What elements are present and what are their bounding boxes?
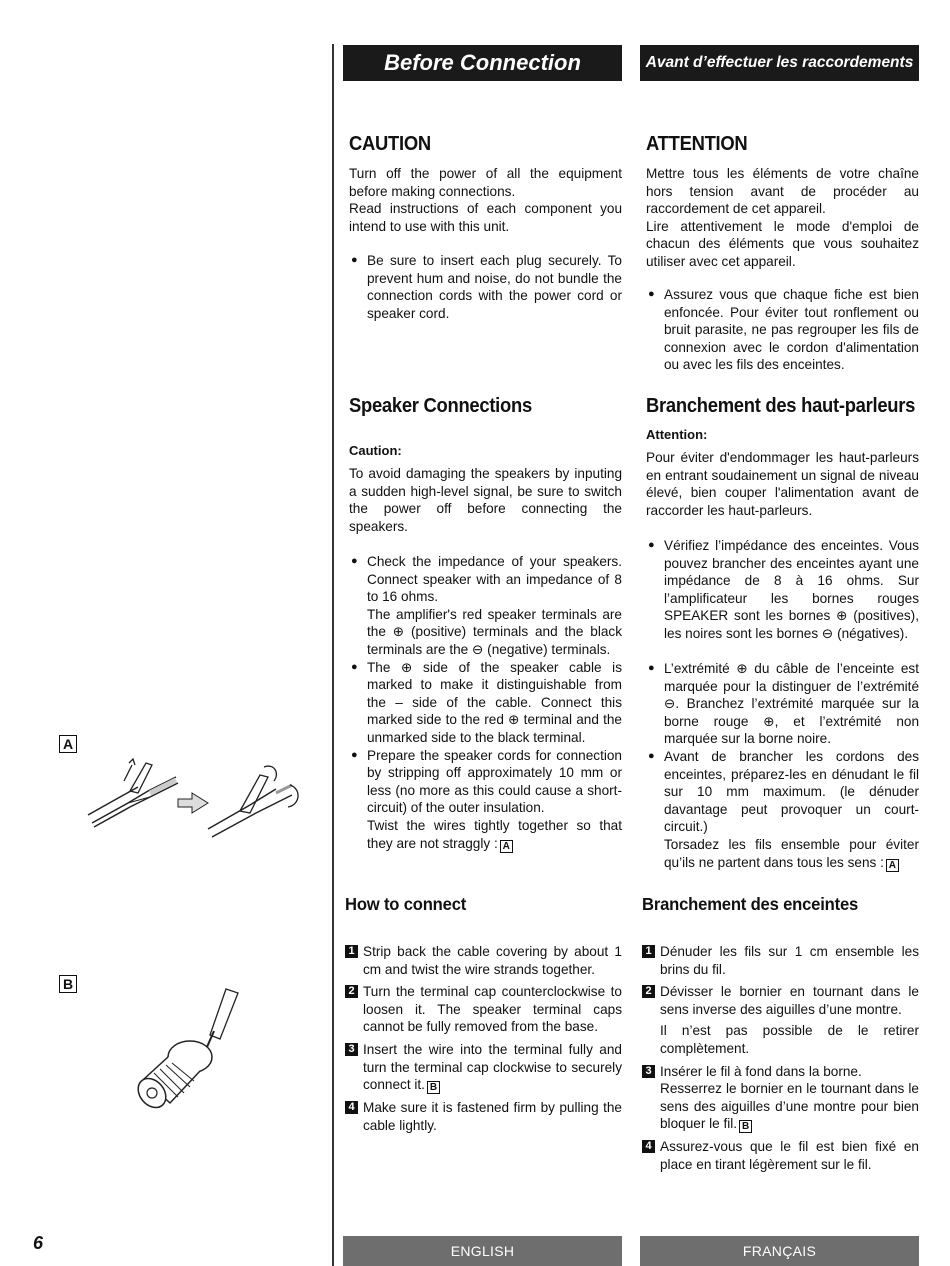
step-number-2-fr: 2 (642, 985, 655, 998)
how-to-connect-heading-en: How to connect (345, 894, 467, 914)
speaker-caution-paragraph-en: To avoid damaging the speakers by inputing a sudden high-level signal, be sure to switch the power off before connecting the speakers. (349, 466, 622, 534)
step-1-fr (642, 943, 919, 978)
step-2-text-en: Turn the terminal cap counterclockwise to loosen it. The speaker terminal caps cannot be fully removed from the base. (363, 984, 622, 1035)
speaker-bullet-2-en: ● The ⊕ side of the speaker cable is marked to make it distinguishable from the – side of the cable. Connect this marked side to the red ⊕ terminal and the unmarked side to the black terminal. (349, 659, 622, 747)
figure-a-wire-stripping-illustration (80, 755, 310, 845)
speaker-bullet-3-fr (646, 748, 919, 872)
how-to-connect-steps-en (345, 943, 622, 1139)
speaker-bullet-1-en (349, 553, 622, 659)
caution-bullet-fr (646, 286, 919, 374)
caution-paragraph-1-en: Turn off the power of all the equipment before making connections. (349, 166, 622, 199)
caution-bullet-en (349, 252, 622, 322)
how-to-connect-steps-fr (642, 943, 919, 1179)
step-number-4-fr: 4 (642, 1140, 655, 1153)
step-3-fr (642, 1063, 919, 1134)
caution-bullet-text-en: ● Be sure to insert each plug securely. To prevent hum and noise, do not bundle the connection cords with the power cord or speaker cord. (349, 252, 622, 322)
speaker-connections-heading-fr: Branchement des haut-parleurs (646, 395, 916, 417)
caution-paragraph-2-fr: Lire attentivement le mode d'emploi de chacun des éléments que vous souhaitez utiliser avec cet appareil. (646, 218, 919, 269)
speaker-caution-text-en (349, 465, 622, 535)
step-number-1-en: 1 (345, 945, 358, 958)
figure-b-label: B (59, 975, 77, 993)
step-3-text-fr: Insérer le fil à fond dans la borne. (660, 1063, 862, 1079)
header-french: Avant d’effectuer les raccordements (640, 45, 919, 81)
header-english: Before Connection (343, 45, 622, 81)
caution-bullet-text-fr: ● Assurez vous que chaque fiche est bien enfoncée. Pour éviter tout ronflement ou bruit parasite, ne pas regrouper les fils de connexion avec le cordon d'alimentation ou avec les fils des enceintes. (646, 286, 919, 374)
speaker-caution-paragraph-fr: Pour éviter d'endommager les haut-parleurs en entrant soudainement un signal de niveau élevé, bien couper l'alimentation avant de raccorder les haut-parleurs. (646, 450, 919, 518)
speaker-caution-text-fr (646, 449, 919, 519)
speaker-bullets-en (349, 553, 622, 853)
speaker-bullet-3-text-en: ● Prepare the speaker cords for connection by stripping off approximately 10 mm or less (no more as this could cause a short-circuit) of the outer insulation. (367, 747, 622, 816)
step-number-3-en: 3 (345, 1043, 358, 1056)
step-number-1-fr: 1 (642, 945, 655, 958)
step-2-en (345, 983, 622, 1036)
how-to-connect-heading-fr: Branchement des enceintes (642, 894, 859, 914)
speaker-bullets-fr (646, 537, 919, 643)
step-3-en (345, 1041, 622, 1094)
step-4-fr (642, 1138, 919, 1173)
figure-a-label: A (59, 735, 77, 753)
footer-language-english: ENGLISH (343, 1236, 622, 1266)
figure-b-reference-en: B (427, 1081, 440, 1094)
figure-b-reference-fr: B (739, 1120, 752, 1133)
speaker-bullet-2-fr: ● L’extrémité ⊕ du câble de l’enceinte est marquée pour la distinguer de l’extrémité ⊖. Branchez l’extrémité marquée sur la borne rouge ⊕, et l’extrémité non marquée sur la borne noire. (646, 660, 919, 748)
speaker-connections-heading-en: Speaker Connections (349, 395, 532, 417)
speaker-bullet-1b-text-en: The amplifier's red speaker terminals are the ⊕ (positive) terminals and the black terminals are the ⊖ (negative) terminals. (367, 606, 622, 657)
speaker-caution-label-fr: Attention: (646, 427, 708, 442)
column-divider (332, 44, 334, 1266)
step-2-fr (642, 983, 919, 1057)
caution-text-fr (646, 165, 919, 271)
figure-b-terminal-illustration (130, 985, 250, 1115)
step-number-2-en: 2 (345, 985, 358, 998)
step-4-text-en: Make sure it is fastened firm by pulling the cable lightly. (363, 1100, 622, 1133)
speaker-bullet-3-text-fr: ● Avant de brancher les cordons des enceintes, préparez-les en dénudant le fil sur 10 mm maximum. (le dénuder davantage peut provoquer un court-circuit.) (664, 748, 919, 835)
speaker-bullet-1-fr: ● Vérifiez l’impédance des enceintes. Vous pouvez brancher des enceintes ayant une impédance de 8 à 16 ohms. Sur l’amplificateur les bornes rouges SPEAKER sont les bornes ⊕ (positives), les noires sont les bornes ⊖ (négatives). (646, 537, 919, 643)
step-3-text-en: Insert the wire into the terminal fully and turn the terminal cap clockwise to securely connect it. (363, 1041, 622, 1093)
speaker-bullet-3b-text-en: Twist the wires tightly together so that they are not straggly : (367, 817, 622, 851)
step-1-en (345, 943, 622, 978)
step-4-en (345, 1099, 622, 1134)
figure-a-reference-fr: A (886, 859, 899, 872)
caution-heading-en: CAUTION (349, 133, 431, 155)
step-2-text-fr: Dévisser le bornier en tournant dans le sens inverse des aiguilles d’une montre. (660, 984, 919, 1017)
step-1-text-en: Strip back the cable covering by about 1 cm and twist the wire strands together. (363, 944, 622, 977)
page-number: 6 (33, 1233, 44, 1253)
footer-language-french: FRANÇAIS (640, 1236, 919, 1266)
speaker-bullets-2-fr (646, 660, 919, 872)
caution-heading-fr: ATTENTION (646, 133, 748, 155)
step-1-text-fr: Dénuder les fils sur 1 cm ensemble les brins du fil. (660, 944, 919, 977)
step-number-4-en: 4 (345, 1101, 358, 1114)
step-2-note-fr: Il n’est pas possible de le retirer complètement. (660, 1023, 919, 1056)
figure-a-reference-en: A (500, 840, 513, 853)
speaker-bullet-3b-text-fr: Torsadez les fils ensemble pour éviter qu’ils ne partent dans tous les sens : (664, 836, 919, 870)
caution-text-en (349, 165, 622, 235)
step-4-text-fr: Assurez-vous que le fil est bien fixé en place en tirant légèrement sur le fil. (660, 1139, 919, 1172)
caution-paragraph-1-fr: Mettre tous les éléments de votre chaîne hors tension avant de procéder au raccordement de cet appareil. (646, 166, 919, 217)
speaker-bullet-3-en (349, 747, 622, 853)
step-3-note-fr: Resserrez le bornier en le tournant dans le sens des aiguilles d’une montre pour bien bloquer le fil. (660, 1081, 919, 1132)
speaker-bullet-1-text-en: ● Check the impedance of your speakers. Connect speaker with an impedance of 8 to 16 ohms. (367, 554, 622, 605)
caution-paragraph-2-en: Read instructions of each component you intend to use with this unit. (349, 201, 622, 234)
speaker-caution-label-en: Caution: (349, 443, 402, 458)
step-number-3-fr: 3 (642, 1065, 655, 1078)
